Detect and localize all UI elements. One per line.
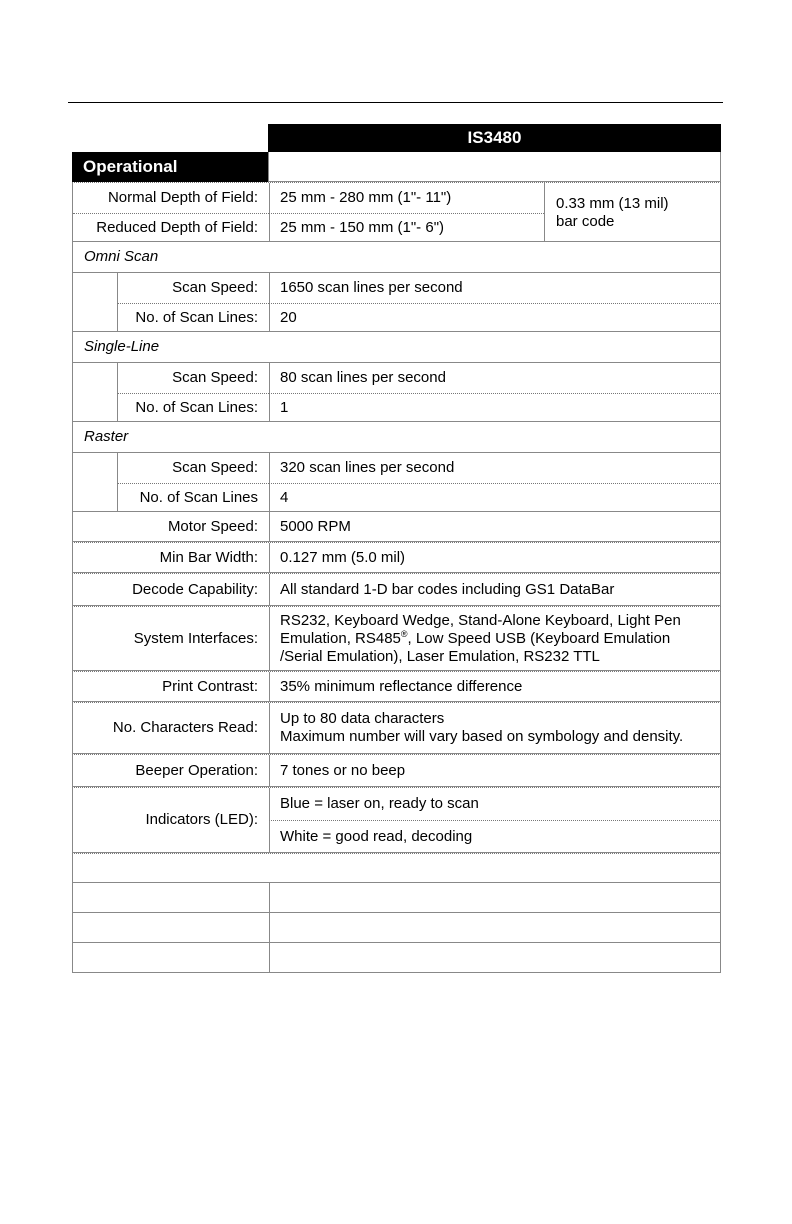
interfaces-line1: RS232, Keyboard Wedge, Stand-Alone Keyboard, Light Pen: [280, 611, 681, 629]
interfaces-value: [269, 607, 720, 670]
depth-note-line2: bar code: [556, 213, 615, 230]
chars-line1: Up to 80 data characters: [280, 710, 445, 727]
empty-row-divider: [269, 913, 270, 942]
empty-row-divider: [269, 943, 270, 972]
contrast-value: 35% minimum reflectance difference: [269, 672, 720, 701]
beeper-row: [72, 754, 721, 787]
single-block: [72, 362, 721, 422]
single-lines-label: No. of Scan Lines:: [117, 393, 269, 421]
empty-row-1: [72, 853, 721, 883]
section-header-row: [72, 152, 721, 182]
depth-block: [72, 182, 721, 242]
depth-note-line1: 0.33 mm (13 mil): [556, 195, 669, 212]
spec-table: [72, 124, 721, 973]
single-title: Single-Line: [84, 338, 160, 355]
omni-block: [72, 272, 721, 332]
beeper-label: Beeper Operation:: [135, 761, 258, 779]
interfaces-line3: /Serial Emulation), Laser Emulation, RS232 TTL: [280, 647, 600, 665]
chars-row: [72, 702, 721, 754]
chars-label: No. Characters Read:: [112, 719, 258, 736]
single-lines-value: 1: [269, 393, 720, 421]
interfaces-label: System Interfaces:: [133, 629, 258, 647]
decode-row: [72, 573, 721, 606]
single-speed-value: 80 scan lines per second: [269, 363, 720, 393]
motor-row: [72, 512, 721, 542]
interfaces-line2: [280, 630, 670, 648]
omni-lines-label: No. of Scan Lines:: [117, 303, 269, 331]
model-header: IS3480: [268, 124, 721, 152]
chars-line2: Maximum number will vary based on symbology and density.: [280, 728, 684, 745]
contrast-label: Print Contrast:: [162, 677, 258, 695]
interfaces-line2a: Emulation, RS485: [280, 629, 401, 647]
empty-row-4: [72, 943, 721, 973]
decode-value: All standard 1-D bar codes including GS1 DataBar: [269, 574, 720, 605]
led-white: White = good read, decoding: [269, 820, 720, 852]
raster-block: [72, 452, 721, 512]
empty-row-divider: [269, 883, 270, 912]
section-header: Operational: [72, 152, 268, 182]
header-rule: [68, 102, 723, 103]
raster-speed-value: 320 scan lines per second: [269, 453, 720, 483]
registered-mark: ®: [400, 628, 408, 639]
decode-label: Decode Capability:: [132, 580, 258, 598]
beeper-value: 7 tones or no beep: [269, 755, 720, 786]
raster-lines-label: No. of Scan Lines: [117, 483, 269, 511]
omni-speed-value: 1650 scan lines per second: [269, 273, 720, 303]
interfaces-row: [72, 606, 721, 671]
omni-title: Omni Scan: [84, 248, 159, 265]
led-row: [72, 787, 721, 853]
chars-value: [269, 703, 720, 753]
motor-value: 5000 RPM: [269, 512, 720, 541]
model-header-row: [72, 124, 721, 152]
empty-row-2: [72, 883, 721, 913]
normal-depth-value: 25 mm - 280 mm (1"- 11"): [269, 183, 544, 213]
led-blue: Blue = laser on, ready to scan: [269, 788, 720, 820]
raster-title-row: [72, 422, 721, 452]
reduced-depth-label: Reduced Depth of Field:: [73, 213, 269, 242]
contrast-row: [72, 671, 721, 702]
raster-lines-value: 4: [269, 483, 720, 511]
single-speed-label: Scan Speed:: [117, 363, 269, 393]
minbar-row: [72, 542, 721, 573]
single-title-row: [72, 332, 721, 362]
raster-speed-label: Scan Speed:: [117, 453, 269, 483]
minbar-value: 0.127 mm (5.0 mil): [269, 543, 720, 572]
led-label: Indicators (LED):: [145, 811, 258, 828]
normal-depth-label: Normal Depth of Field:: [107, 189, 258, 206]
empty-row-3: [72, 913, 721, 943]
omni-title-row: [72, 242, 721, 272]
depth-note: [544, 183, 720, 241]
minbar-label: Min Bar Width:: [159, 548, 258, 566]
reduced-depth-value: 25 mm - 150 mm (1"- 6"): [269, 213, 544, 242]
raster-title: Raster: [84, 428, 129, 445]
omni-speed-label: Scan Speed:: [117, 273, 269, 303]
section-header-empty: [268, 152, 721, 182]
omni-lines-value: 20: [269, 303, 720, 331]
motor-label: Motor Speed:: [167, 517, 258, 535]
interfaces-line2b: , Low Speed USB (Keyboard Emulation: [407, 629, 671, 647]
